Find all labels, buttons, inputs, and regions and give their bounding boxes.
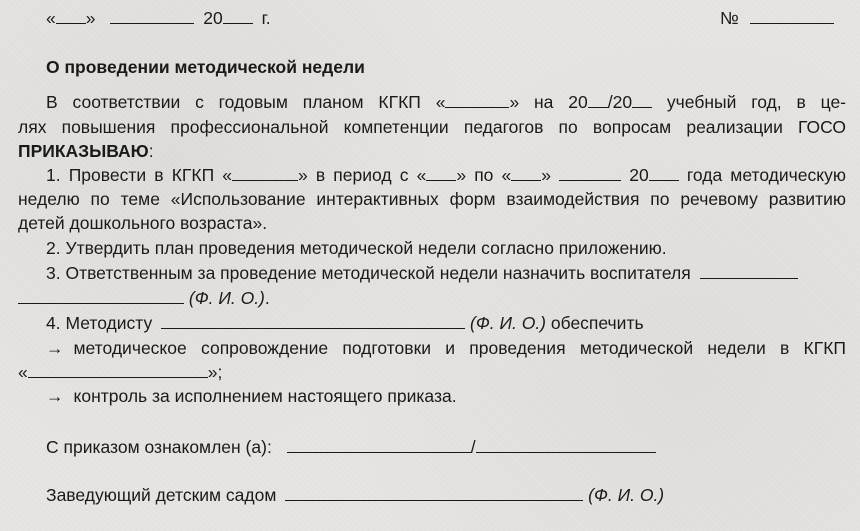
head-fio-label: (Ф. И. О.): [588, 485, 665, 505]
item4-bullet-2: [46, 384, 846, 408]
date-close-quote: »: [85, 8, 96, 28]
day-blank: [56, 6, 86, 24]
item4-text-b: обеспечить: [550, 313, 644, 333]
document-title: О проведении методической недели: [46, 57, 365, 77]
ack-slash: /: [470, 437, 476, 457]
item3-line-1: [46, 261, 846, 285]
intro-text-3: /20: [607, 92, 633, 112]
item4-methodist-blank: [161, 311, 465, 329]
kgkp-name-blank: [445, 90, 509, 108]
item4-fio-label: (Ф. И. О.): [470, 313, 547, 333]
item1-line-1: [46, 163, 846, 187]
date-open-quote: «: [46, 8, 56, 28]
item3-teacher-blank-2: [18, 286, 184, 304]
intro-line-2: лях повышения профессиональной компетенции педагогов по вопросам реализации ГОСО: [18, 117, 846, 137]
year-suffix: г.: [261, 8, 271, 28]
item3-end: .: [264, 288, 270, 308]
head-signature-line: [46, 483, 846, 507]
item3-fio-label: (Ф. И. О.): [188, 288, 265, 308]
item1-text-d: »: [541, 165, 551, 185]
year-prefix: 20: [203, 8, 223, 28]
ack-label: С приказом ознакомлен (а):: [46, 437, 272, 457]
item1-to-blank: [511, 163, 541, 181]
item1-text-f: года методическую: [686, 165, 846, 185]
order-colon: :: [148, 141, 154, 161]
item1-text-b: » в период с «: [298, 165, 427, 185]
head-signature-blank: [285, 483, 583, 501]
ack-name-blank: [476, 435, 656, 453]
item2-line: 2. Утвердить план проведения методической недели согласно приложению.: [46, 238, 667, 258]
item1-text-e: 20: [629, 165, 649, 185]
item4-bullet-1-cont: [18, 360, 846, 384]
item3-text-a: 3. Ответственным за проведение методической недели назначить воспитателя: [46, 263, 691, 283]
ack-line: [46, 435, 846, 459]
intro-text-4: учебный год, в це-: [666, 92, 847, 112]
item4-bullet2-text: контроль за исполнением настоящего приказа.: [73, 386, 457, 406]
ack-signature-blank: [287, 435, 471, 453]
header-number: [720, 6, 834, 30]
item3-line-2: [18, 286, 846, 310]
item1-kgkp-blank: [232, 163, 298, 181]
head-label: Заведующий детским садом: [46, 485, 277, 505]
arrow-icon: →: [46, 338, 64, 358]
year-to-blank: [632, 90, 652, 108]
item1-year-blank: [649, 163, 679, 181]
year-from-blank: [588, 90, 608, 108]
year-blank: [223, 6, 253, 24]
bullet1-close-quote: »;: [207, 362, 223, 382]
bullet1-open-quote: «: [18, 362, 28, 382]
intro-line-1: [46, 90, 846, 114]
item1-line-3: детей дошкольного возраста».: [18, 213, 268, 233]
item3-teacher-blank-1: [700, 261, 798, 279]
number-blank: [750, 6, 834, 24]
item1-month-blank: [559, 163, 621, 181]
intro-text-1: В соответствии с годовым планом КГКП «: [46, 92, 446, 112]
month-blank: [110, 6, 194, 24]
item1-text-a: 1. Провести в КГКП «: [46, 165, 233, 185]
order-word: ПРИКАЗЫВАЮ: [18, 141, 149, 161]
item4-line-1: [46, 311, 846, 335]
item4-text-a: 4. Методисту: [46, 313, 153, 333]
item4-bullet-1: [46, 336, 846, 360]
item4-bullet1-text: методическое сопровождение подготовки и проведения методической недели в КГКП: [73, 338, 846, 358]
intro-line-3: [18, 139, 846, 163]
item1-text-c: » по «: [456, 165, 512, 185]
item1-line-2: неделю по теме «Использование интерактивных форм взаимодействия по речевому развитию: [18, 189, 846, 209]
arrow-icon: →: [46, 386, 64, 406]
item4-kgkp-blank: [28, 360, 208, 378]
intro-text-2: » на 20: [509, 92, 588, 112]
number-label: №: [720, 8, 739, 28]
item1-from-blank: [426, 163, 456, 181]
